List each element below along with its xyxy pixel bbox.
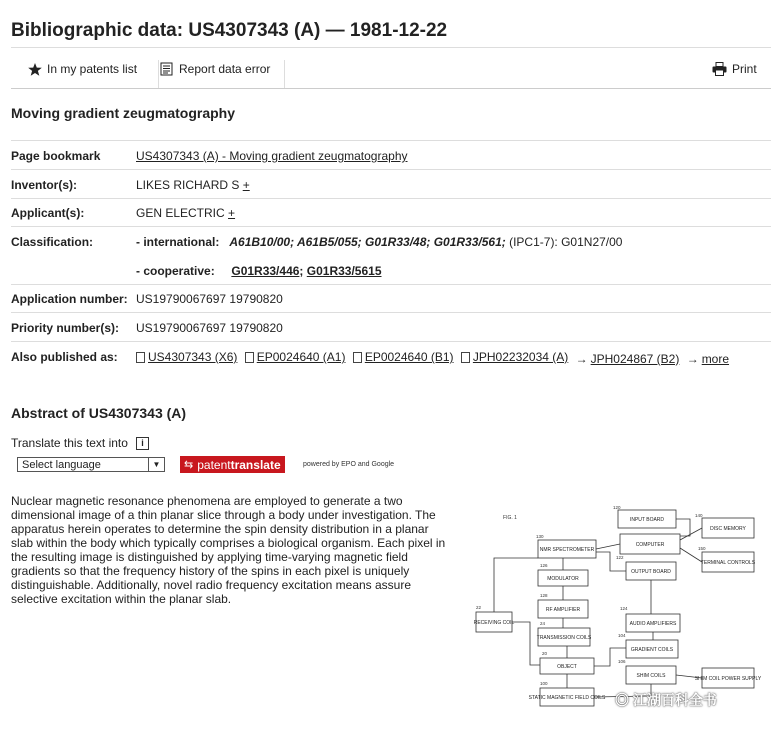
printer-icon: [712, 62, 727, 76]
info-icon[interactable]: i: [136, 437, 149, 450]
block-label: TRANSMISSION COILS: [536, 635, 592, 641]
block-label: SHIM COILS: [636, 673, 666, 679]
document-icon: [353, 352, 362, 363]
toolbar-divider: [284, 60, 285, 88]
page-title: Bibliographic data: US4307343 (A) — 1981-12-22: [11, 20, 448, 41]
priority-number-value: US19790067697 19790820: [136, 321, 283, 335]
bookmark-link[interactable]: US4307343 (A) - Moving gradient zeugmatography: [136, 149, 408, 163]
document-title: Moving gradient zeugmatography: [11, 105, 236, 121]
star-icon: [28, 63, 42, 76]
also-published-link[interactable]: JPH024867 (B2): [590, 351, 680, 366]
block-label: AUDIO AMPLIFIERS: [629, 621, 677, 627]
abstract-text: Nuclear magnetic resonance phenomena are employed to generate a two dimensional image of a thin planar slice through a body under investigation. The apparatus herein operates to determine the spin density distribution in a planar slab within the body which typically comprises a biological organism. Each pixel in the resulting image is distinguished by applying time-varying magnetic field gradients so that the frequency history of the spins in each pixel is uniquely distinguishable. Additionally, novel radio frequency excitation means assure selective excitation within the planar slab.: [11, 494, 446, 606]
my-patents-label: In my patents list: [47, 62, 138, 76]
application-number-value: US19790067697 19790820: [136, 292, 283, 306]
ref-number: 130: [536, 534, 544, 539]
intl-label: - international:: [136, 235, 220, 249]
row-divider: [11, 312, 771, 313]
ref-number: 122: [616, 555, 624, 560]
row-divider: [11, 341, 771, 342]
intl-codes[interactable]: A61B10/00; A61B5/055; G01R33/48; G01R33/561;: [229, 235, 506, 249]
intl-ipc: (IPC1-7): G01N27/00: [509, 235, 623, 249]
row-divider: [11, 169, 771, 170]
row-divider: [11, 226, 771, 227]
ref-number: 150: [698, 546, 706, 551]
classification-label: Classification:: [11, 235, 94, 249]
block-label: RF AMPLIFIER: [545, 607, 581, 613]
block-label: STATIC MAGNETIC FIELD COILS: [528, 695, 606, 701]
logo-text-patent: patent: [197, 457, 231, 472]
applicant-expand-button[interactable]: +: [228, 206, 236, 220]
block-label: COMPUTER: [635, 542, 665, 548]
block-label: NMR SPECTROMETER: [539, 547, 595, 553]
ref-number: 22: [476, 605, 482, 610]
coop-label: - cooperative:: [136, 264, 215, 278]
block-label: INPUT BOARD: [629, 517, 665, 523]
powered-by: powered by EPO and Google: [303, 461, 395, 468]
row-divider: [11, 284, 771, 285]
block-label: MODULATOR: [547, 576, 579, 582]
logo-text-translate: translate: [230, 457, 281, 472]
arrow-right-icon: →: [686, 351, 699, 366]
applicant-value: [136, 206, 235, 220]
row-divider: [11, 140, 771, 141]
ref-number: 104: [618, 633, 626, 638]
language-select-value: Select language: [22, 459, 101, 471]
swap-arrows-icon: ⇆: [184, 459, 194, 471]
ref-number: 140: [695, 513, 703, 518]
chevron-down-icon: ▼: [148, 458, 164, 471]
inventor-name: LIKES RICHARD S: [136, 178, 240, 192]
ref-number: 120: [613, 505, 621, 510]
toolbar-divider: [158, 60, 159, 88]
watermark: [615, 690, 717, 710]
wechat-icon: ◎: [615, 692, 629, 708]
abstract-heading: Abstract of US4307343 (A): [11, 405, 187, 421]
priority-number-label: Priority number(s):: [11, 321, 120, 335]
block-label: OBJECT: [557, 664, 577, 670]
report-error-button[interactable]: [160, 62, 270, 76]
ref-number: 100: [540, 681, 548, 686]
block-label: RECEIVING COIL: [473, 620, 515, 626]
fig-label: FIG. 1: [503, 515, 517, 521]
ref-number: 124: [620, 606, 628, 611]
also-published-link[interactable]: JPH02232034 (A): [472, 350, 569, 364]
print-label: Print: [732, 62, 757, 76]
block-label: OUTPUT BOARD: [631, 569, 671, 575]
classification-cooperative: [136, 264, 382, 278]
my-patents-button[interactable]: [28, 62, 137, 76]
coop-separator: ;: [299, 264, 304, 278]
inventor-expand-button[interactable]: +: [242, 178, 250, 192]
also-published-link[interactable]: US4307343 (X6): [148, 350, 238, 364]
document-icon: [136, 352, 145, 363]
watermark-text: 江湖百科全书: [632, 692, 717, 708]
also-published-label: Also published as:: [11, 350, 118, 364]
coop-link-1[interactable]: G01R33/446: [231, 264, 300, 278]
row-divider: [11, 198, 771, 199]
also-published-link[interactable]: EP0024640 (B1): [364, 350, 454, 364]
toolbar: [11, 47, 771, 89]
block-label: TERMINAL CONTROLS: [700, 560, 756, 566]
report-error-label: Report data error: [179, 62, 271, 76]
also-published-link[interactable]: EP0024640 (A1): [256, 350, 346, 364]
classification-international: [136, 235, 622, 249]
inventor-label: Inventor(s):: [11, 178, 77, 192]
ref-number: 20: [542, 651, 548, 656]
application-number-label: Application number:: [11, 292, 128, 306]
also-published-list: [136, 350, 733, 366]
print-button[interactable]: [712, 62, 757, 76]
ref-number: 128: [540, 593, 548, 598]
more-link[interactable]: more: [701, 351, 730, 366]
coop-link-2[interactable]: G01R33/5615: [306, 264, 382, 278]
language-select[interactable]: [17, 457, 165, 472]
report-icon: [160, 62, 174, 76]
applicant-name: GEN ELECTRIC: [136, 206, 225, 220]
block-label: DISC MEMORY: [710, 526, 746, 532]
ref-number: 106: [618, 659, 626, 664]
translate-label: Translate this text into: [11, 436, 128, 450]
ref-number: 126: [540, 563, 548, 568]
arrow-right-icon: →: [575, 351, 588, 366]
ref-number: 24: [540, 621, 546, 626]
block-label: SHIM COIL POWER SUPPLY: [694, 676, 762, 682]
applicant-label: Applicant(s):: [11, 206, 85, 220]
block-label: GRADIENT COILS: [630, 647, 674, 653]
document-icon: [461, 352, 470, 363]
patent-translate-logo[interactable]: [180, 456, 285, 473]
document-icon: [245, 352, 254, 363]
inventor-value: [136, 178, 250, 192]
bookmark-label: Page bookmark: [11, 149, 101, 163]
translate-row: [11, 436, 149, 450]
